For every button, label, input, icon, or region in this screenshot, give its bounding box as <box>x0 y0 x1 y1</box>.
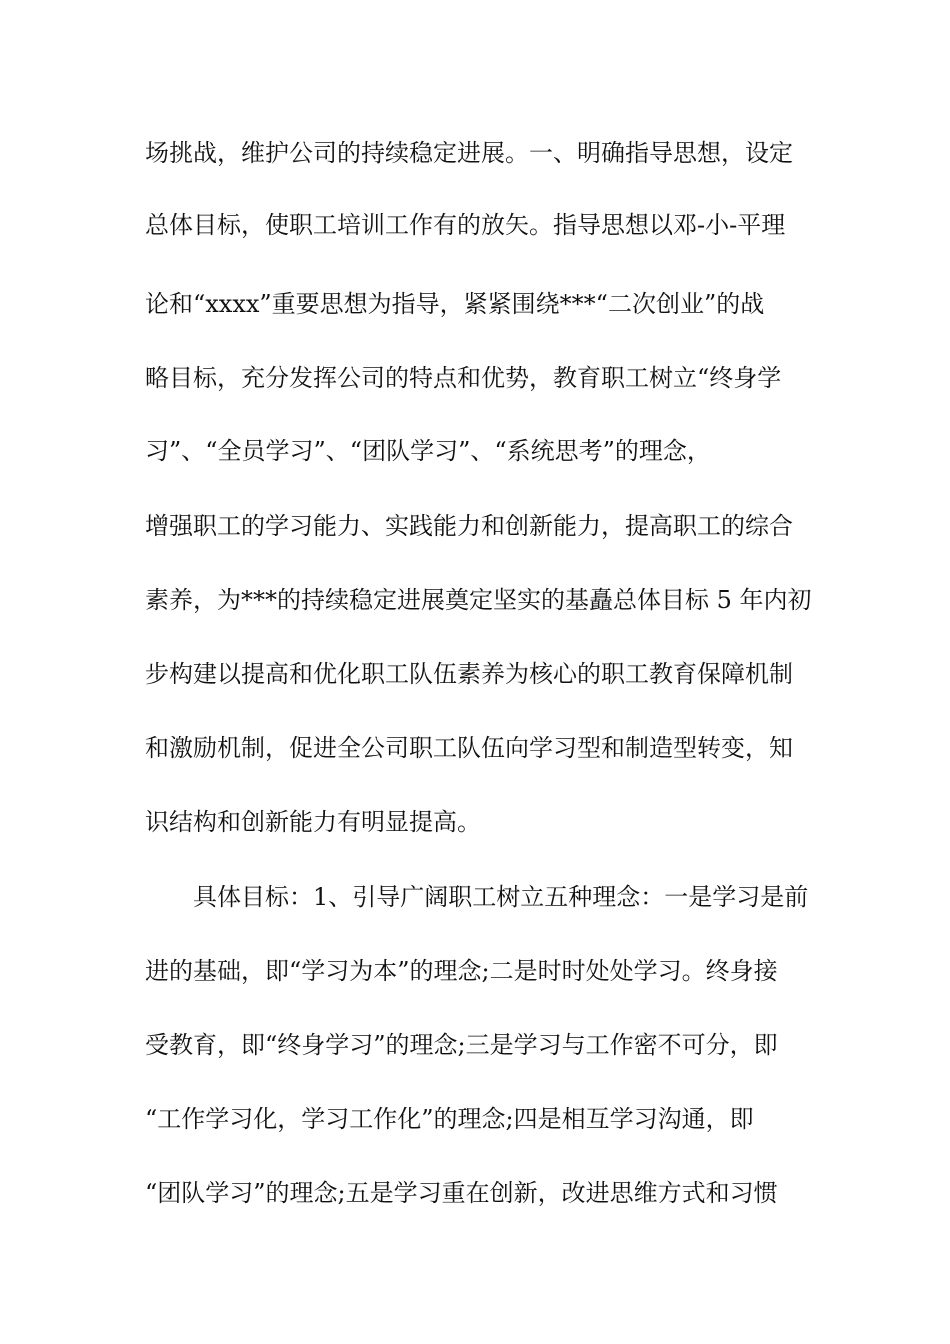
paragraph-2-line-2: 进的基础，即“学习为本”的理念;二是时时处处学习。终身接 <box>145 957 778 985</box>
paragraph-1-line-9: 和激励机制，促进全公司职工队伍向学习型和制造型转变，知 <box>145 734 793 762</box>
paragraph-2-line-5: “团队学习”的理念;五是学习重在创新，改进思维方式和习惯 <box>145 1179 778 1207</box>
paragraph-2-line-3: 受教育，即“终身学习”的理念;三是学习与工作密不可分，即 <box>145 1031 778 1059</box>
paragraph-1-line-8: 步构建以提高和优化职工队伍素养为核心的职工教育保障机制 <box>145 660 793 688</box>
paragraph-1-line-3: 论和“xxxx”重要思想为指导，紧紧围绕***“二次创业”的战 <box>145 290 765 318</box>
paragraph-1-line-6: 增强职工的学习能力、实践能力和创新能力，提高职工的综合 <box>145 512 793 540</box>
paragraph-1-line-5: 习”、“全员学习”、“团队学习”、“系统思考”的理念， <box>145 437 711 465</box>
paragraph-1-line-4: 略目标，充分发挥公司的特点和优势，教育职工树立“终身学 <box>145 364 782 392</box>
paragraph-1-line-7: 素养，为***的持续稳定进展奠定坚实的基矗总体目标 5 年内初 <box>145 586 812 614</box>
paragraph-1-line-1: 场挑战，维护公司的持续稳定进展。一、明确指导思想，设定 <box>145 139 793 167</box>
paragraph-2-line-4: “工作学习化，学习工作化”的理念;四是相互学习沟通，即 <box>145 1105 754 1133</box>
paragraph-1-line-10: 识结构和创新能力有明显提高。 <box>145 808 481 836</box>
paragraph-2-line-1: 具体目标：1、引导广阔职工树立五种理念：一是学习是前 <box>193 883 809 911</box>
paragraph-1-line-2: 总体目标，使职工培训工作有的放矢。指导思想以邓-小-平理 <box>145 211 786 239</box>
